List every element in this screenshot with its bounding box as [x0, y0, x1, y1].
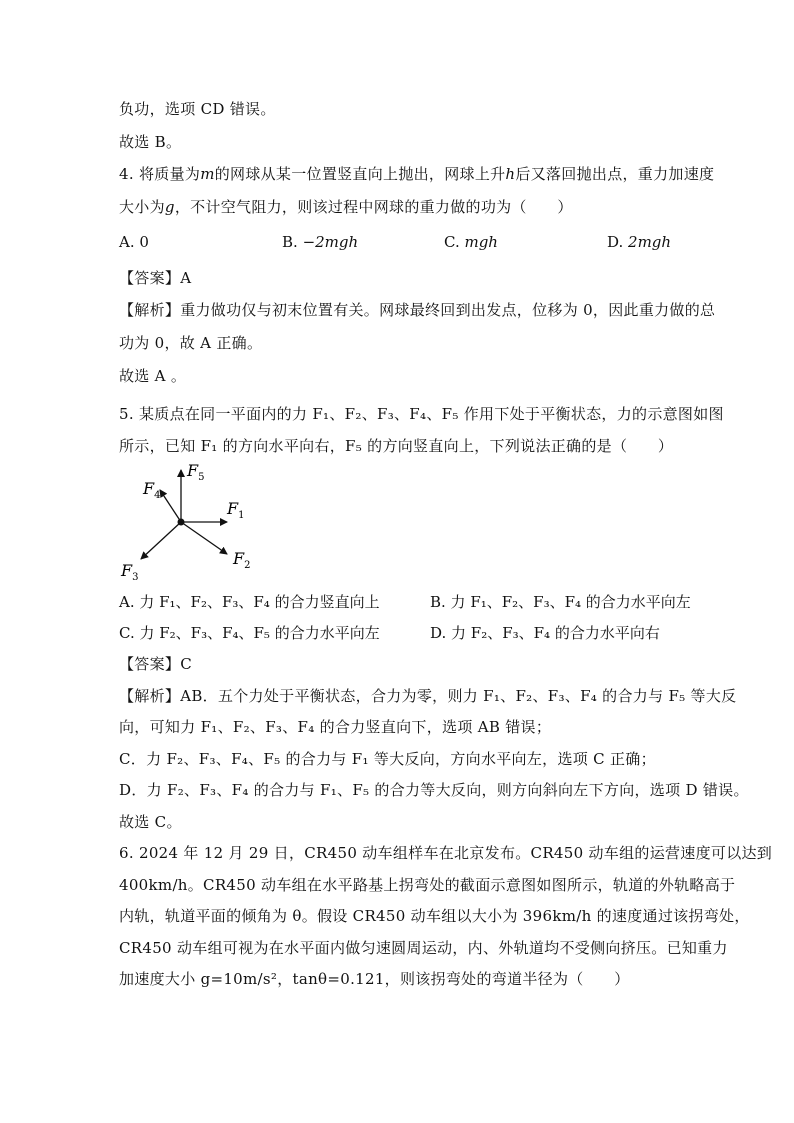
text-line: CR450 动车组可视为在水平面内做匀速圆周运动，内、外轨道均不受侧向挤压。已知重力 — [119, 939, 728, 957]
math-g: g — [164, 198, 175, 216]
option-value: 0 — [139, 233, 149, 251]
arrow-f4 — [160, 490, 181, 522]
text-span: 大小为 — [119, 198, 165, 216]
q4-option-d — [607, 232, 671, 252]
option-value: mgh — [464, 233, 498, 251]
text-line: 400km/h。CR450 动车组在水平路基上拐弯处的截面示意图如图所示，轨道的外轨略高于 — [119, 876, 736, 894]
question-5-stem-cont: 所示，已知 F₁ 的方向水平向右，F₅ 的方向竖直向上，下列说法正确的是（ ） — [119, 437, 674, 455]
question-5-stem: 5. 某质点在同一平面内的力 F₁、F₂、F₃、F₄、F₅ 作用下处于平衡状态，力的示意图如图 — [119, 405, 724, 423]
q4-option-a — [119, 232, 149, 252]
text-line: 故选 C。 — [119, 813, 182, 831]
text-line: 负功，选项 CD 错误。 — [119, 100, 276, 118]
analysis-4 — [119, 300, 715, 320]
question-4-stem-cont — [119, 197, 573, 217]
text-span: 4. 将质量为 — [119, 165, 201, 183]
q5-option-d: D. 力 F₂、F₃、F₄ 的合力水平向右 — [430, 624, 660, 642]
q4-option-c — [444, 232, 498, 252]
text-span: ，不计空气阻力，则该过程中网球的重力做的功为（ ） — [174, 198, 573, 216]
option-letter: A. — [119, 233, 140, 251]
label-f3: $F_3$ — [121, 561, 139, 583]
arrow-f2 — [181, 522, 227, 554]
option-letter: C. — [444, 233, 465, 251]
text-line: C．力 F₂、F₃、F₄、F₅ 的合力与 F₁ 等大反向，方向水平向左，选项 C 正确； — [119, 750, 656, 768]
text-line: 功为 0，故 A 正确。 — [119, 334, 263, 352]
text-line: 向，可知力 F₁、F₂、F₃、F₄ 的合力竖直向下，选项 AB 错误； — [119, 718, 552, 736]
option-value: 2mgh — [628, 233, 672, 251]
option-value: −2mgh — [302, 233, 359, 251]
answer-tag: 【答案】 — [119, 269, 181, 287]
label-f2: $F_2$ — [233, 549, 251, 571]
q5-option-b: B. 力 F₁、F₂、F₃、F₄ 的合力水平向左 — [430, 593, 691, 611]
answer-5 — [119, 654, 192, 674]
analysis-text: 重力做功仅与初末位置有关。网球最终回到出发点，位移为 0，因此重力做的总 — [180, 301, 716, 319]
question-6-stem: 6. 2024 年 12 月 29 日，CR450 动车组样车在北京发布。CR450 动车组的运营速度可以达到 — [119, 844, 773, 862]
text-line: 加速度大小 g=10m/s²，tanθ=0.121，则该拐弯处的弯道半径为（ ） — [119, 970, 630, 988]
q5-option-a: A. 力 F₁、F₂、F₃、F₄ 的合力竖直向上 — [119, 593, 380, 611]
force-diagram — [115, 462, 275, 587]
analysis-5 — [119, 686, 736, 706]
answer-4 — [119, 268, 191, 288]
label-f1: $F_1$ — [227, 499, 245, 521]
analysis-text: AB．五个力处于平衡状态，合力为零，则力 F₁、F₂、F₃、F₄ 的合力与 F₅ 等大反 — [180, 687, 737, 705]
label-f5: $F_5$ — [187, 462, 205, 483]
option-letter: B. — [282, 233, 303, 251]
q5-option-c: C. 力 F₂、F₃、F₄、F₅ 的合力水平向左 — [119, 624, 380, 642]
text-line: 内轨，轨道平面的倾角为 θ。假设 CR450 动车组以大小为 396km/h 的速度通过该拐弯处， — [119, 907, 750, 925]
option-letter: D. — [607, 233, 629, 251]
text-line: 故选 B。 — [119, 133, 182, 151]
text-span: 的网球从某一位置竖直向上抛出，网球上升 — [214, 165, 506, 183]
answer-value: A — [180, 269, 192, 287]
analysis-tag: 【解析】 — [119, 687, 181, 705]
math-m: m — [200, 165, 215, 183]
text-span: 后又落回抛出点，重力加速度 — [515, 165, 715, 183]
label-f4: $F_4$ — [143, 479, 161, 501]
q4-option-b — [282, 232, 358, 252]
text-line: D．力 F₂、F₃、F₄ 的合力与 F₁、F₅ 的合力等大反向，则方向斜向左下方向，选项 D 错误。 — [119, 781, 749, 799]
question-4-stem — [119, 164, 714, 184]
answer-tag: 【答案】 — [119, 655, 181, 673]
analysis-tag: 【解析】 — [119, 301, 181, 319]
text-line: 故选 A 。 — [119, 367, 187, 385]
answer-value: C — [180, 655, 192, 673]
arrow-f3 — [141, 522, 181, 559]
math-h: h — [505, 165, 516, 183]
